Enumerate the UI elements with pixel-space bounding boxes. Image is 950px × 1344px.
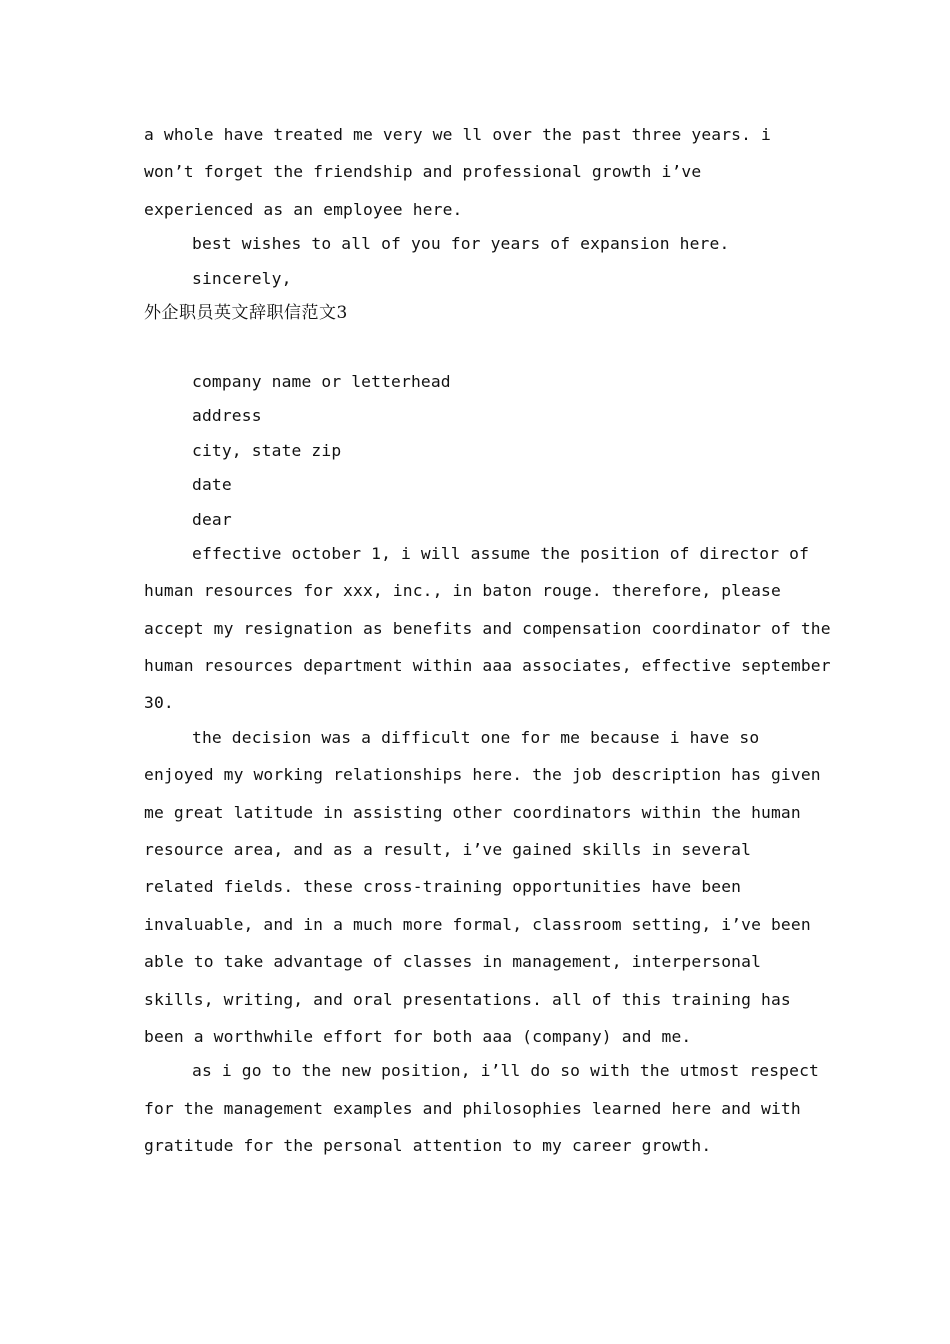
text-line: enjoyed my working relationships here. the job description has given: [144, 765, 821, 785]
text-line: human resources for xxx, inc., in baton rouge. therefore, please: [144, 581, 781, 601]
best-wishes-line: best wishes to all of you for years of expansion here.: [192, 234, 730, 254]
text-line: resource area, and as a result, i’ve gained skills in several: [144, 840, 752, 860]
text-line: human resources department within aaa associates, effective september: [144, 656, 831, 676]
text-line: the decision was a difficult one for me because i have so: [192, 727, 760, 747]
text-line: accept my resignation as benefits and compensation coordinator of the: [144, 618, 831, 638]
paragraph-3: [144, 1060, 819, 1157]
text-line: for the management examples and philosophies learned here and with: [144, 1098, 801, 1118]
text-line: gratitude for the personal attention to my career growth.: [144, 1136, 712, 1156]
paragraph-1: [144, 543, 831, 715]
text-line: as i go to the new position, i’ll do so with the utmost respect: [192, 1061, 819, 1081]
document-page: [144, 124, 831, 1173]
letter-header-line: date: [192, 475, 232, 495]
letter-header-line: company name or letterhead: [192, 371, 451, 391]
text-line: effective october 1, i will assume the position of director of: [192, 543, 810, 563]
text-line: able to take advantage of classes in management, interpersonal: [144, 952, 762, 972]
text-line: me great latitude in assisting other coordinators within the human: [144, 802, 801, 822]
previous-letter-ending: [144, 124, 814, 290]
paragraph-2: [144, 727, 821, 1048]
text-line: skills, writing, and oral presentations. all of this training has: [144, 989, 791, 1009]
section-heading: 外企职员英文辞职信范文3: [144, 302, 348, 323]
text-line: invaluable, and in a much more formal, classroom setting, i’ve been: [144, 914, 811, 934]
text-line: been a worthwhile effort for both aaa (company) and me.: [144, 1026, 692, 1046]
letter-header-line: address: [192, 406, 262, 426]
text-line: won’t forget the friendship and professional growth i’ve: [144, 162, 702, 182]
salutation-line: dear: [192, 509, 232, 529]
text-line: 30.: [144, 693, 174, 713]
letter-header: [144, 371, 814, 531]
text-line: related fields. these cross-training opportunities have been: [144, 877, 742, 897]
letter-header-line: city, state zip: [192, 440, 342, 460]
text-line: a whole have treated me very we ll over the past three years. i: [144, 125, 771, 144]
text-line: experienced as an employee here.: [144, 199, 463, 219]
closing-line: sincerely,: [192, 268, 292, 288]
